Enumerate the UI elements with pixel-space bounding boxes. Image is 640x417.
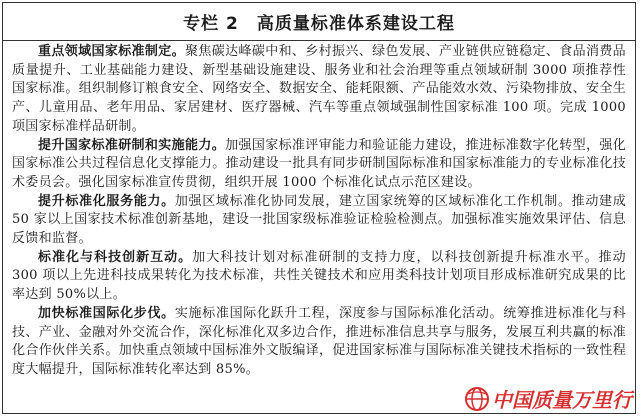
paragraph-body: 实施标准国际化跃升工程，深度参与国际标准化活动。统筹推进标准化与科技、产业、金融对外交流合作，深化标准化双多边合作，推进标准信息共享与服务，发展互利共赢的标准化合作伙伴关系。加快重点领域中国标准外文版编译，促进国家标准与国际标准关键技术指标的一致性程度大幅提升，国际标准转化率达到 85%。 — [12, 305, 626, 377]
paragraph-body: 加强区域标准化协同发展，建立国家统筹的区域标准化工作机制。推动建成 50 家以上国家技术标准创新基地，建设一批国家级标准验证检验检测点。加强标准实施效果评估、信息反馈和监督。 — [12, 193, 626, 247]
paragraph-body: 加大科技计划对标准研制的支持力度，以科技创新提升标准水平。推动 300 项以上先进科技成果转化为技术标准，共性关键技术和应用类科技计划项目形成标准研究成果的比率达到 50%以上。 — [12, 249, 626, 303]
paragraph-body: 加强国家标准评审能力和验证能力建设，推进标准数字化转型，强化国家标准公共过程信息化支撑能力。推动建设一批具有同步研制国际标准和国家标准能力的专业标准化技术委员会。强化国家标准宣传贯彻，组织开展 1000 个标准化试点示范区建设。 — [12, 137, 626, 190]
paragraph-internationalization — [12, 305, 626, 380]
paragraph-standards-formulation — [12, 43, 626, 137]
column-title: 专栏 2 高质量标准体系建设工程 — [3, 3, 635, 41]
globe-logo-icon — [464, 386, 490, 412]
paragraph-service — [12, 193, 626, 249]
paragraph-lead: 重点领域国家标准制定。 — [38, 44, 186, 59]
paragraph-innovation — [12, 249, 626, 305]
watermark-text: 中国质量万里行 — [492, 388, 632, 412]
paragraph-lead: 标准化与科技创新互动。 — [38, 249, 193, 265]
paragraph-lead: 提升国家标准研制和实施能力。 — [38, 137, 226, 153]
paragraph-lead: 加快标准国际化步伐。 — [38, 305, 175, 321]
column-content — [3, 41, 635, 380]
paragraph-lead: 提升标准化服务能力。 — [38, 193, 175, 209]
watermark — [464, 384, 632, 413]
paragraph-capability — [12, 137, 626, 193]
column-box — [2, 2, 636, 414]
paragraph-body: 聚焦碳达峰碳中和、乡村振兴、绿色发展、产业链供应链稳定、食品消费品质量提升、工业基础能力建设、新型基础设施建设、服务业和社会治理等重点领域研制 3000 项推荐性国家标准。组织制修订粮食安全、网络安全、数据安全、能耗限额、产品能效水效、污染物排放、安全生产、儿童用品、老年用品、家居建材、医疗器械、汽车等重点领域强制性国家标准 100 项。完成 1000 项国家标准样品研制。 — [12, 44, 626, 134]
